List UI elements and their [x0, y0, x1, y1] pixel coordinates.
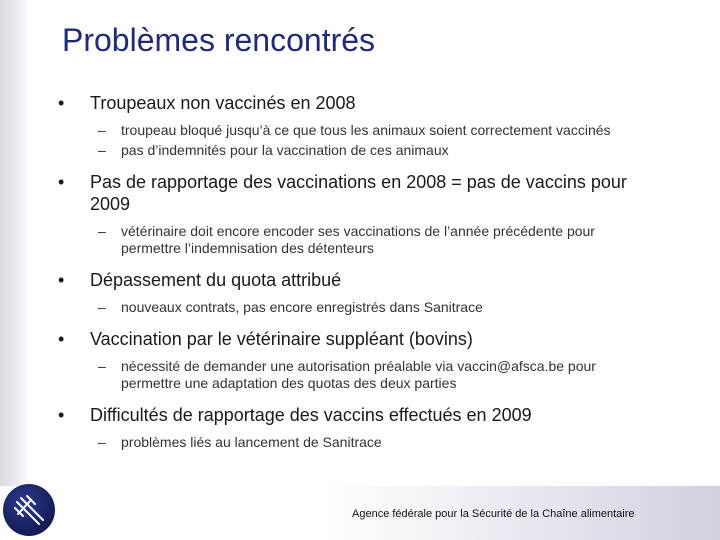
sub-bullet-item — [58, 122, 658, 139]
sub-bullet-item — [58, 434, 658, 451]
sub-bullet-text: problèmes liés au lancement de Sanitrace — [121, 434, 382, 450]
bullet-item — [58, 171, 658, 215]
sub-bullet-item — [58, 142, 658, 159]
bullet-item — [58, 92, 658, 114]
dash-marker: – — [98, 434, 106, 450]
sub-bullet-text: vétérinaire doit encore encoder ses vaccinations de l’année précédente pour permettre l’indemnisation des détenteurs — [121, 223, 595, 256]
bullet-marker: • — [58, 405, 65, 425]
sub-bullet-text: pas d’indemnités pour la vaccination de ces animaux — [121, 142, 449, 158]
dash-marker: – — [98, 122, 106, 138]
sub-bullet-text: nouveaux contrats, pas encore enregistrés dans Sanitrace — [121, 299, 483, 315]
footer-agency-name: Agence fédérale pour la Sécurité de la Chaîne alimentaire — [352, 508, 635, 520]
bullet-item — [58, 328, 658, 350]
dash-marker: – — [98, 299, 106, 315]
bullet-text: Vaccination par le vétérinaire suppléant (bovins) — [90, 329, 473, 349]
sub-bullet-text: troupeau bloqué jusqu’à ce que tous les animaux soient correctement vaccinés — [121, 122, 611, 138]
left-gradient-band — [0, 0, 30, 540]
bullet-text: Troupeaux non vaccinés en 2008 — [90, 93, 356, 113]
bullet-marker: • — [58, 329, 65, 349]
bullet-marker: • — [58, 93, 65, 113]
bullet-text: Difficultés de rapportage des vaccins effectués en 2009 — [90, 405, 532, 425]
sub-bullet-text: nécessité de demander une autorisation préalable via vaccin@afsca.be pour permettre une adaptation des quotas des deux parties — [121, 358, 596, 391]
sub-bullet-item — [58, 358, 658, 392]
bullet-item — [58, 269, 658, 291]
bullet-list — [58, 92, 658, 451]
sub-bullet-item — [58, 223, 658, 257]
dash-marker: – — [98, 223, 106, 239]
logo-mark-icon — [3, 484, 55, 536]
bullet-marker: • — [58, 172, 65, 192]
bullet-text: Pas de rapportage des vaccinations en 2008 = pas de vaccins pour 2009 — [90, 172, 627, 214]
sub-bullet-item — [58, 299, 658, 316]
dash-marker: – — [98, 142, 106, 158]
slide-title: Problèmes rencontrés — [62, 22, 376, 58]
dash-marker: – — [98, 358, 106, 374]
bullet-item — [58, 404, 658, 426]
afsca-logo-icon — [3, 484, 55, 536]
bullet-marker: • — [58, 270, 65, 290]
bullet-text: Dépassement du quota attribué — [90, 270, 342, 290]
